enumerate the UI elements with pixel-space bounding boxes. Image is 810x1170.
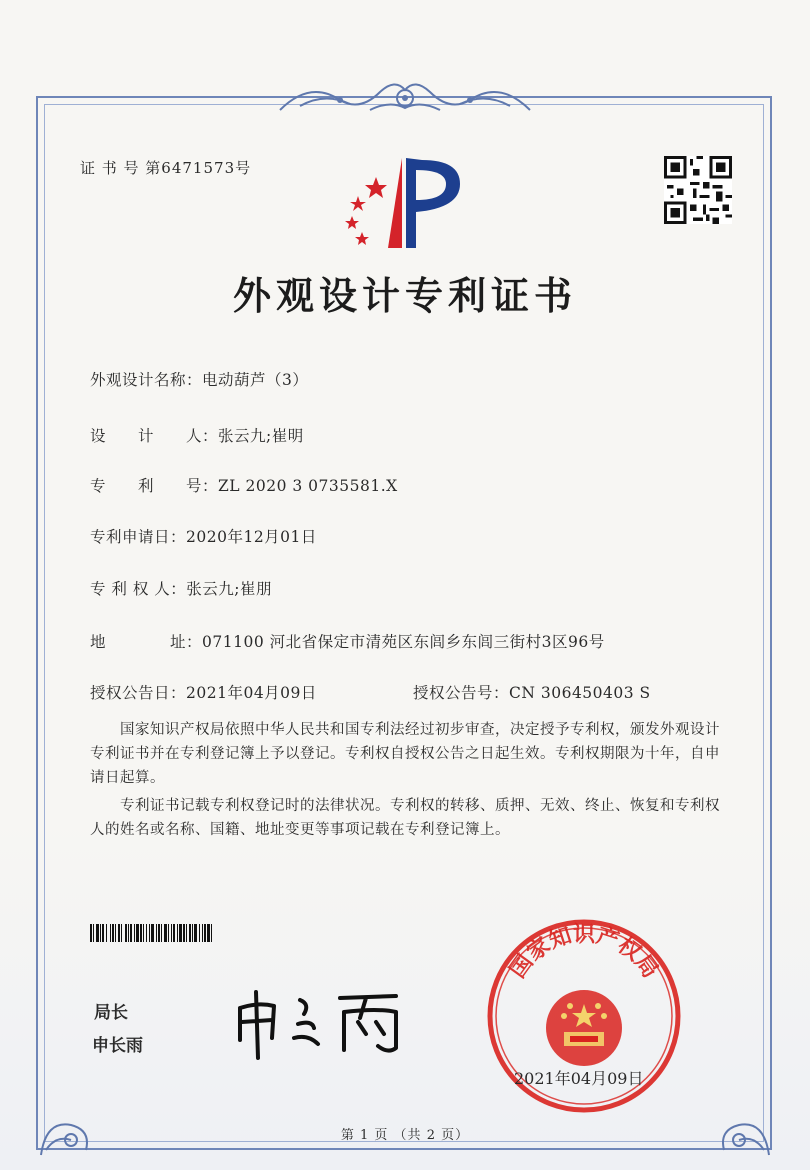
director-signature-icon (228, 978, 414, 1064)
certificate-title: 外观设计专利证书 (232, 273, 577, 318)
grant-date-label: 授权公告日： (90, 684, 187, 702)
director-title: 局长 (94, 1003, 128, 1023)
owner-label: 专 利 权 人： (90, 580, 187, 598)
address-row (90, 630, 605, 652)
design-name-label: 外观设计名称： (90, 371, 203, 389)
page-number: 第 1 页 （共 2 页） (340, 1128, 470, 1143)
designer-value: 张云九;崔明 (218, 427, 304, 445)
designer-row (90, 424, 304, 446)
barcode-icon (90, 924, 314, 942)
grant-number-row (413, 681, 651, 703)
design-name-row (90, 368, 308, 390)
patent-office-emblem-icon (336, 152, 468, 252)
designer-label: 设 计 人： (90, 427, 219, 445)
body-paragraph-1: 国家知识产权局依照中华人民共和国专利法经过初步审查，决定授予专利权，颁发外观设计专利证书并在专利登记簿上予以登记。专利权自授权公告之日起生效。专利权期限为十年，自申请日起算。 (90, 722, 720, 786)
owner-value: 张云九;崔朋 (186, 580, 273, 598)
patent-number-row (90, 474, 398, 496)
qr-code-icon[interactable] (664, 156, 732, 224)
filing-date-value: 2020年12月01日 (186, 528, 317, 546)
body-paragraph-2: 专利证书记载专利权登记时的法律状况。专利权的转移、质押、无效、终止、恢复和专利权人的姓名或名称、国籍、地址变更等事项记载在专利登记簿上。 (90, 798, 720, 838)
grant-date-row (90, 681, 317, 703)
filing-date-label: 专利申请日： (90, 528, 187, 546)
top-ornament-icon (270, 70, 540, 120)
filing-date-row (90, 525, 317, 547)
director-name: 申长雨 (92, 1036, 143, 1056)
patent-number-label: 专 利 号： (90, 477, 219, 495)
grant-number-label: 授权公告号： (413, 684, 510, 702)
svg-text:国家知识产权局 (505, 922, 662, 982)
grant-date-value: 2021年04月09日 (186, 684, 317, 702)
patent-number-value: ZL 2020 3 0735581.X (218, 477, 398, 495)
certificate-number: 证 书 号 第6471573号 (80, 159, 252, 177)
address-value: 071100 河北省保定市清苑区东闾乡东闾三街村3区96号 (202, 633, 605, 651)
design-name-value: 电动葫芦（3） (202, 371, 309, 389)
grant-number-value: CN 306450403 S (509, 684, 651, 702)
seal-text: 国家知识产权局 (505, 922, 663, 983)
seal-date: 2021年04月09日 (514, 1069, 644, 1088)
address-label: 地 址： (90, 633, 203, 651)
owner-row (90, 577, 272, 599)
